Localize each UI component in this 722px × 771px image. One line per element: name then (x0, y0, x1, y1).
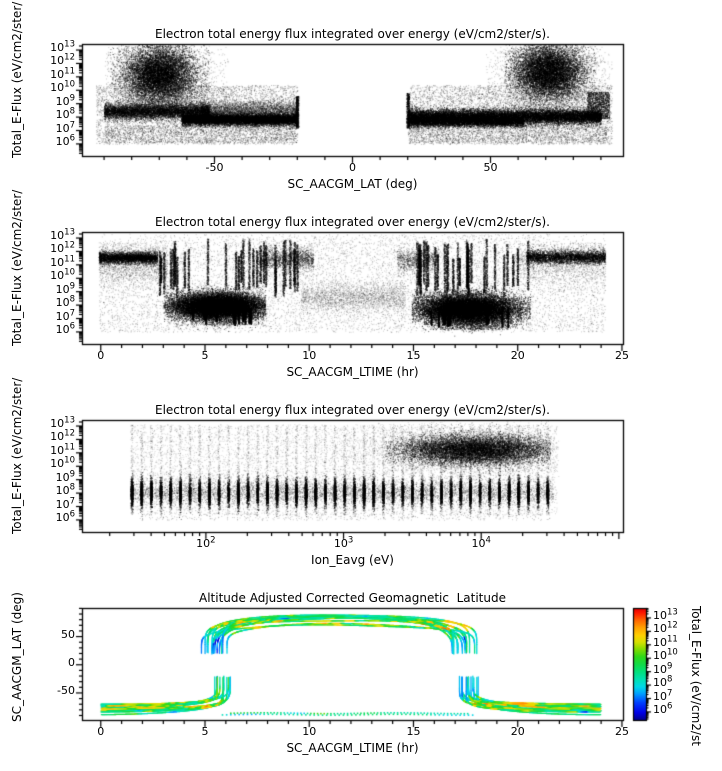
panel2-yaxis-label: Total_E-Flux (eV/cm2/ster/ (10, 189, 24, 346)
y-tick-label: $10^8$ (55, 482, 75, 498)
panel1-xaxis-label: SC_AACGM_LAT (deg) (287, 177, 418, 191)
y-tick-label: $10^{13}$ (50, 227, 75, 243)
y-tick-label: 0 (68, 655, 75, 669)
panel3-title: Electron total energy flux integrated over energy (eV/cm2/ster/s). (155, 403, 550, 417)
colorbar-tick-label: $10^{13}$ (653, 607, 678, 622)
panel4-yaxis-label: SC_AACGM_LAT (deg) (10, 592, 24, 722)
y-tick-label: $10^6$ (55, 509, 75, 524)
y-tick-label: -50 (57, 683, 75, 697)
x-tick-label: 0 (97, 725, 105, 738)
x-tick-label: -50 (205, 161, 224, 174)
colorbar-label: Total_E-Flux (eV/cm2/st (689, 606, 703, 746)
y-tick-label: $10^9$ (55, 469, 75, 484)
panel1-title: Electron total energy flux integrated over energy (eV/cm2/ster/s). (155, 27, 550, 41)
y-tick-label: $10^{10}$ (50, 79, 75, 95)
x-tick-label: 0 (97, 349, 105, 362)
x-tick-label: 5 (201, 725, 209, 738)
x-tick-label: 5 (201, 349, 209, 362)
x-tick-label: 25 (614, 725, 629, 738)
colorbar-tick-label: $10^7$ (653, 687, 673, 703)
y-tick-label: $10^{10}$ (50, 267, 75, 283)
x-tick-label: 10 (302, 725, 317, 738)
y-tick-label: $10^9$ (55, 281, 75, 296)
colorbar-tick-label: $10^9$ (653, 660, 673, 676)
y-tick-label: $10^{12}$ (50, 428, 75, 444)
y-tick-label: $10^7$ (55, 495, 75, 511)
panel2-title: Electron total energy flux integrated over energy (eV/cm2/ster/s). (155, 215, 550, 229)
x-tick-label: 10 (302, 349, 317, 362)
panel4-title: Altitude Adjusted Corrected Geomagnetic Latitude (199, 591, 506, 605)
y-tick-label: $10^6$ (55, 133, 75, 148)
x-tick-label: $10^4$ (471, 535, 491, 550)
y-tick-label: 50 (61, 627, 75, 641)
panel1-yaxis-label: Total_E-Flux (eV/cm2/ster/ (10, 1, 24, 158)
x-tick-label: 15 (406, 725, 421, 738)
y-tick-label: $10^{11}$ (50, 442, 75, 457)
y-tick-label: $10^9$ (55, 93, 75, 108)
colorbar-tick-label: $10^{10}$ (653, 647, 678, 663)
panel3-xaxis-label: Ion_Eavg (eV) (311, 553, 394, 567)
y-tick-label: $10^{13}$ (50, 415, 75, 431)
colorbar-tick-label: $10^{12}$ (653, 620, 678, 636)
x-tick-label: 15 (406, 349, 421, 362)
y-tick-label: $10^6$ (55, 321, 75, 336)
y-tick-label: $10^7$ (55, 307, 75, 323)
y-tick-label: $10^{11}$ (50, 66, 75, 81)
x-tick-label: 50 (483, 161, 498, 174)
y-tick-label: $10^8$ (55, 106, 75, 122)
x-tick-label: $10^2$ (196, 535, 216, 550)
x-tick-label: 25 (614, 349, 629, 362)
panel2-xaxis-label: SC_AACGM_LTIME (hr) (286, 365, 419, 379)
y-tick-label: $10^{11}$ (50, 254, 75, 269)
panel3-yaxis-label: Total_E-Flux (eV/cm2/ster/ (10, 377, 24, 534)
colorbar-tick-label: $10^6$ (653, 701, 673, 716)
panel4-xaxis-label: SC_AACGM_LTIME (hr) (286, 741, 419, 755)
y-tick-label: $10^{10}$ (50, 455, 75, 471)
x-tick-label: 20 (510, 349, 525, 362)
y-tick-label: $10^8$ (55, 294, 75, 310)
x-tick-label: 20 (510, 725, 525, 738)
colorbar-tick-label: $10^{11}$ (653, 634, 678, 649)
colorbar-tick-label: $10^8$ (653, 674, 673, 690)
x-tick-label: 0 (349, 161, 356, 174)
y-tick-label: $10^{12}$ (50, 52, 75, 68)
y-tick-label: $10^{12}$ (50, 240, 75, 256)
y-tick-label: $10^{13}$ (50, 39, 75, 55)
y-tick-label: $10^7$ (55, 119, 75, 135)
x-tick-label: $10^3$ (333, 535, 354, 550)
